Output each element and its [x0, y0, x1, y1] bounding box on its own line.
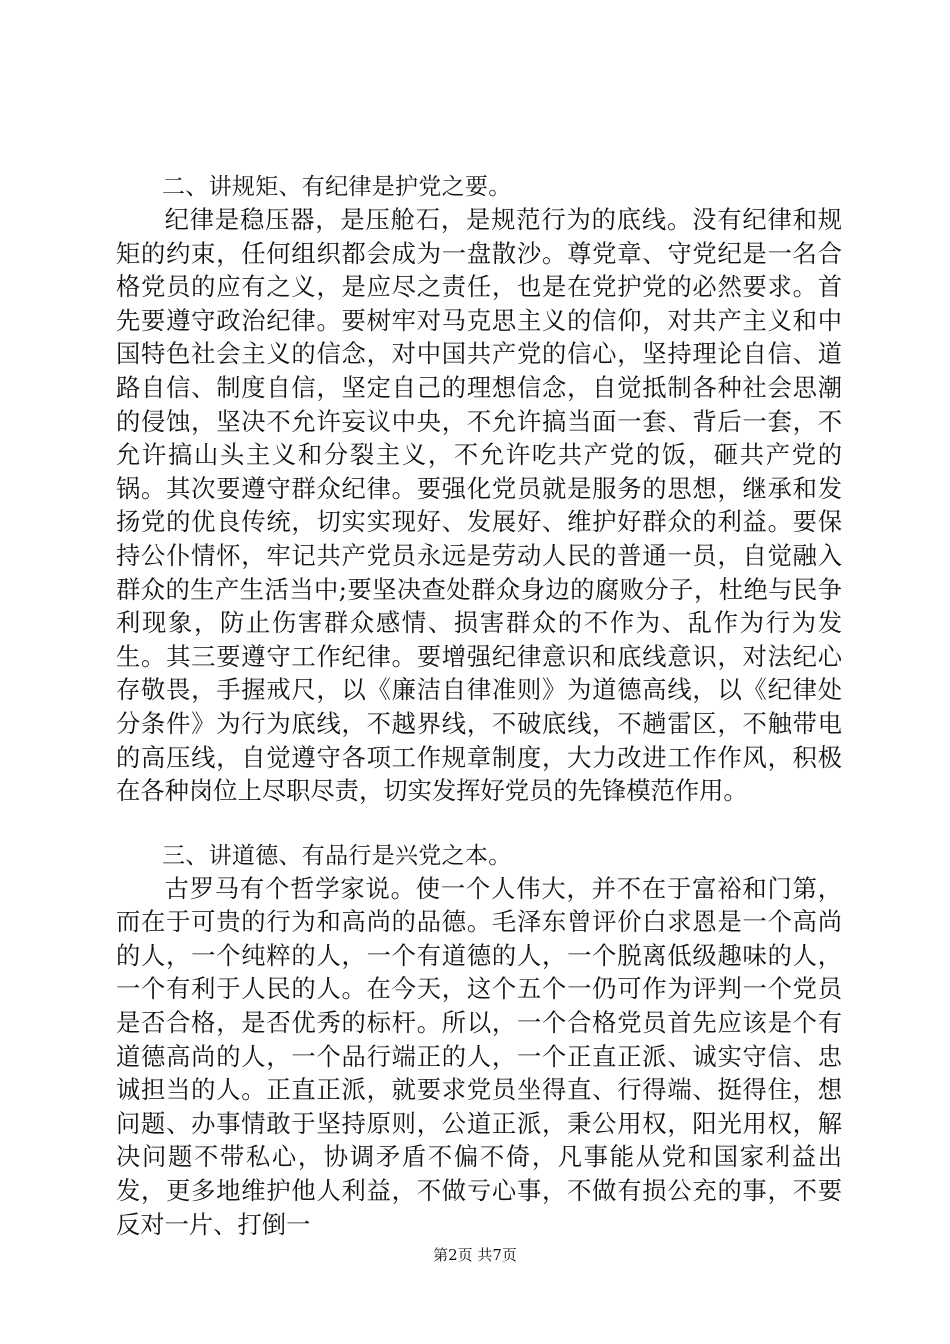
section-heading-discipline: 二、讲规矩、有纪律是护党之要。 [162, 174, 512, 200]
page-number-footer: 第2页 共7页 [433, 1246, 517, 1264]
paragraph-morality: 古罗马有个哲学家说。使一个人伟大，并不在于富裕和门第，而在于可贵的行为和高尚的品德。毛泽东曾评价白求恩是一个高尚的人，一个纯粹的人，一个有道德的人，一个脱离低级趣味的人，一个有利于人民的人。在今天，这个五个一仍可作为评判一个党员是否合格，是否优秀的标杆。所以，一个合格党员首先应该是个有道德高尚的人，一个品行端正的人，一个正直正派、诚实守信、忠诚担当的人。正直正派，就要求党员坐得直、行得端、挺得住，想问题、办事情敢于坚持原则，公道正派，秉公用权，阳光用权，解决问题不带私心，协调矛盾不偏不倚，凡事能从党和国家利益出发，更多地维护他人利益，不做亏心事，不做有损公充的事，不要反对一片、打倒一 [116, 873, 842, 1239]
document-body [116, 172, 842, 1241]
section-heading-morality: 三、讲道德、有品行是兴党之本。 [162, 842, 512, 869]
paragraph-discipline: 纪律是稳压器，是压舱石，是规范行为的底线。没有纪律和规矩的约束，任何组织都会成为一盘散沙。尊党章、守党纪是一名合格党员的应有之义，是应尽之责任，也是在党护党的必然要求。首先要遵守政治纪律。要树牢对马克思主义的信仰，对共产主义和中国特色社会主义的信念，对中国共产党的信心，坚持理论自信、道路自信、制度自信，坚定自己的理想信念，自觉抵制各种社会思潮的侵蚀，坚决不允许妄议中央，不允许搞当面一套、背后一套，不允许搞山头主义和分裂主义，不允许吃共产党的饭，砸共产党的锅。其次要遵守群众纪律。要强化党员就是服务的思想，继承和发扬党的优良传统，切实实现好、发展好、维护好群众的利益。要保持公仆情怀，牢记共产党员永远是劳动人民的普通一员，自觉融入群众的生产生活当中;要坚决查处群众身边的腐败分子，杜绝与民争利现象，防止伤害群众感情、损害群众的不作为、乱作为行为发生。其三要遵守工作纪律。要增强纪律意识和底线意识，对法纪心存敬畏，手握戒尺，以《廉洁自律准则》为道德高线，以《纪律处分条件》为行为底线，不越界线，不破底线，不趟雷区，不触带电的高压线，自觉遵守各项工作规章制度，大力改进工作作风，积极在各种岗位上尽职尽责，切实发挥好党员的先锋模范作用。 [116, 205, 842, 806]
section-spacer [116, 808, 842, 841]
